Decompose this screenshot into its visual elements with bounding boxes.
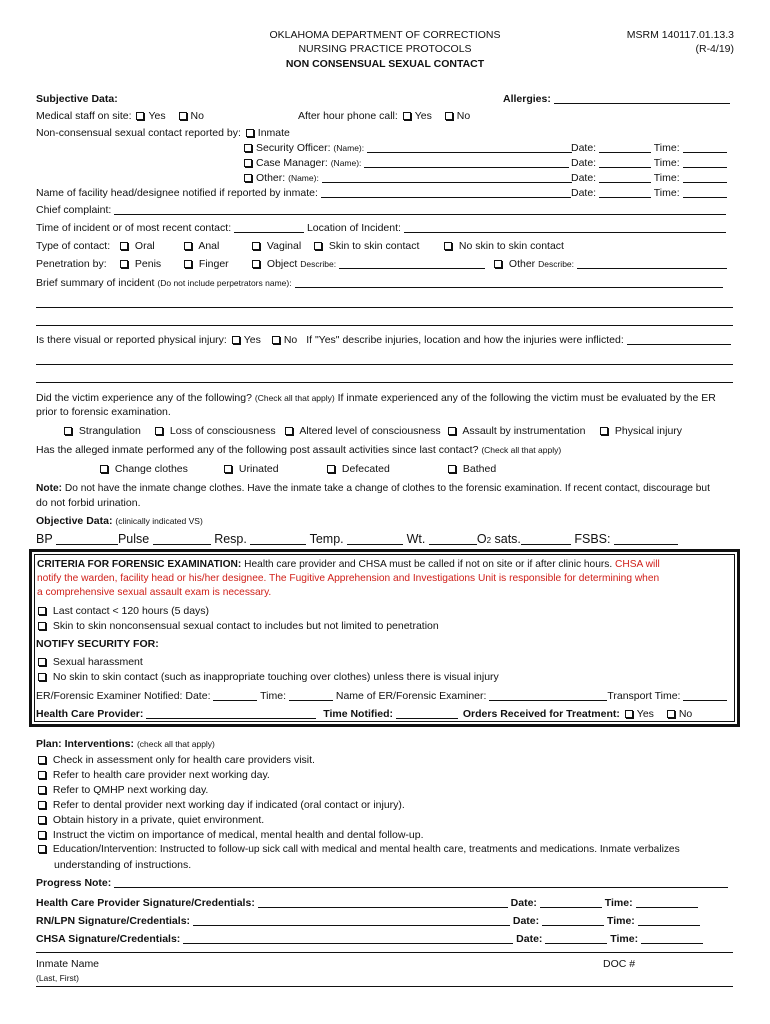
- checkbox[interactable]: [38, 673, 46, 681]
- facility-head-row: [36, 186, 571, 200]
- o2-label: sats.: [491, 532, 521, 546]
- option-label: Skin to skin contact: [328, 240, 420, 252]
- hcp-field[interactable]: [146, 707, 316, 719]
- time-of-incident-label: Time of incident or of most recent contact:: [36, 222, 232, 234]
- checkbox[interactable]: [444, 242, 452, 250]
- post-defecated: [325, 462, 390, 476]
- reported-by-row: [36, 126, 290, 140]
- option-label: Loss of consciousness: [169, 425, 276, 437]
- criteria-item-no-skin: [36, 670, 499, 684]
- checkbox[interactable]: [244, 159, 252, 167]
- time-of-incident-field[interactable]: [234, 221, 304, 233]
- time-of-incident-row: [36, 221, 726, 235]
- option-label: Penis: [134, 258, 162, 270]
- name-label: (Name):: [288, 173, 319, 183]
- check-all-note: (Check all that apply): [481, 445, 562, 455]
- progress-note-field[interactable]: [114, 876, 728, 888]
- bp-label: BP: [36, 532, 53, 546]
- time-field[interactable]: [638, 914, 700, 926]
- criteria-line1: [37, 558, 660, 572]
- allergies-field[interactable]: [503, 92, 730, 106]
- chief-complaint-field[interactable]: [114, 203, 726, 215]
- checkbox[interactable]: [246, 129, 254, 137]
- option-label: Oral: [134, 240, 155, 252]
- checkbox[interactable]: [285, 427, 293, 435]
- date-label: Date:: [571, 142, 597, 154]
- option-label: Vaginal: [266, 240, 302, 252]
- name-label: (Name):: [330, 158, 362, 168]
- transport-time-field[interactable]: [683, 689, 727, 701]
- medical-staff-row: [36, 109, 204, 123]
- checkbox[interactable]: [38, 816, 46, 824]
- checkbox[interactable]: [600, 427, 608, 435]
- rn-signature-field[interactable]: [193, 914, 510, 926]
- plan-heading: Plan: Interventions:: [36, 738, 135, 750]
- no-label: No: [456, 110, 471, 122]
- checkbox[interactable]: [100, 465, 108, 473]
- penetration-object: [250, 257, 485, 271]
- after-hour-label: After hour phone call:: [298, 110, 398, 122]
- victim-question-text: Did the victim experience any of the following?: [36, 392, 252, 404]
- er-name-label: Name of ER/Forensic Examiner:: [335, 690, 487, 702]
- plan-item-cont: understanding of instructions.: [54, 859, 192, 871]
- name-field[interactable]: [322, 171, 572, 183]
- checkbox[interactable]: [120, 260, 128, 268]
- resp-label: Resp.: [214, 532, 247, 546]
- er-date-field[interactable]: [213, 689, 257, 701]
- yes-label: Yes: [636, 708, 654, 720]
- checkbox[interactable]: [445, 112, 453, 120]
- location-label: Location of Incident:: [306, 222, 401, 234]
- criteria-red-line3: a comprehensive sexual assault exam is necessary.: [37, 587, 272, 598]
- checkbox[interactable]: [272, 336, 280, 344]
- describe-field[interactable]: [577, 257, 727, 269]
- plan-item: [36, 783, 208, 797]
- criteria-item-last-contact: [36, 604, 209, 618]
- option-label: No skin to skin contact (such as inappropriate touching over clothes) unless there is visual injury: [52, 671, 499, 683]
- other-row: [242, 171, 572, 185]
- header-line2: NURSING PRACTICE PROTOCOLS: [298, 43, 472, 55]
- wt-field[interactable]: [429, 532, 477, 545]
- symptom-physical-injury: [598, 424, 682, 438]
- checkbox[interactable]: [38, 607, 46, 615]
- pulse-label: Pulse: [117, 532, 150, 546]
- checkbox[interactable]: [179, 112, 187, 120]
- transport-time-label: Transport Time:: [607, 690, 681, 702]
- hcp-label: Health Care Provider:: [36, 708, 144, 720]
- pulse-field[interactable]: [153, 532, 211, 545]
- time-field[interactable]: [683, 141, 727, 153]
- checkbox[interactable]: [38, 756, 46, 764]
- criteria-text: Health care provider and CHSA must be called if not on site or if after clinic hours.: [241, 559, 613, 570]
- plan-item: [36, 768, 270, 782]
- blank-line[interactable]: [36, 382, 733, 383]
- blank-line[interactable]: [36, 325, 733, 326]
- last-first-label: (Last, First): [36, 973, 79, 983]
- time-label: Time:: [260, 690, 287, 702]
- time-label: Time:: [653, 187, 680, 199]
- option-label: Instruct the victim on importance of medical, mental health and dental follow-up.: [52, 829, 424, 841]
- yes-label: Yes: [148, 110, 166, 122]
- post-bathed: [446, 462, 496, 476]
- objective-row: [36, 514, 203, 528]
- plan-item: [36, 753, 315, 767]
- facility-head-field[interactable]: [321, 186, 571, 198]
- er-notified-row: [36, 689, 727, 703]
- form-code: MSRM 140117.01.13.3: [626, 29, 734, 41]
- checkbox[interactable]: [667, 710, 675, 718]
- checkbox[interactable]: [448, 465, 456, 473]
- security-officer-label: Security Officer:: [256, 142, 331, 154]
- er-notified-label: ER/Forensic Examiner Notified: Date:: [36, 690, 211, 702]
- option-label: Physical injury: [614, 425, 683, 437]
- contact-no-skin: [442, 239, 564, 253]
- chief-complaint-label: Chief complaint:: [36, 204, 112, 216]
- penetration-other: [492, 257, 727, 271]
- symptom-instrumentation: [446, 424, 586, 438]
- progress-note-row: [36, 876, 728, 890]
- victim-question: [36, 391, 716, 405]
- time-label: Time:: [653, 142, 680, 154]
- inmate-label: Inmate: [257, 127, 290, 139]
- note-cont: do not forbid urination.: [36, 497, 141, 509]
- plan-item: [36, 828, 424, 842]
- divider: [36, 986, 733, 987]
- o2-field[interactable]: [521, 532, 571, 545]
- progress-note-label: Progress Note:: [36, 877, 112, 889]
- date-label: Date:: [510, 897, 537, 909]
- location-field[interactable]: [404, 221, 726, 233]
- checkbox[interactable]: [252, 242, 260, 250]
- plan-item: [36, 843, 680, 857]
- notify-security-heading: NOTIFY SECURITY FOR:: [36, 638, 159, 650]
- orders-label: Orders Received for Treatment:: [462, 708, 620, 720]
- time-notified-field[interactable]: [396, 707, 458, 719]
- criteria-red-line2: notify the warden, facility head or his/her designee. The Fugitive Apprehension and Investigations Unit is responsible for determining when: [37, 573, 660, 584]
- option-label: Sexual harassment: [52, 656, 143, 668]
- symptom-altered: [283, 424, 441, 438]
- checkbox[interactable]: [252, 260, 260, 268]
- time-field[interactable]: [683, 186, 727, 198]
- option-label: Anal: [198, 240, 220, 252]
- injury-field[interactable]: [627, 333, 731, 345]
- chsa-signature-row: [36, 932, 703, 946]
- page-title: NON CONSENSUAL SEXUAL CONTACT: [285, 58, 485, 70]
- medical-staff-label: Medical staff on site:: [36, 110, 132, 122]
- checkbox[interactable]: [120, 242, 128, 250]
- o2-subscript: 2: [486, 536, 492, 545]
- date-time-row: [571, 171, 727, 185]
- inmate-name-label: Inmate Name: [36, 958, 100, 970]
- checkbox[interactable]: [184, 242, 192, 250]
- checkbox[interactable]: [244, 174, 252, 182]
- brief-summary-field[interactable]: [295, 276, 723, 288]
- describe-label: Describe:: [300, 259, 337, 269]
- case-manager-label: Case Manager:: [256, 157, 328, 169]
- option-label: Finger: [198, 258, 229, 270]
- option-label: No skin to skin contact: [458, 240, 564, 252]
- contact-skin: [312, 239, 419, 253]
- blank-line[interactable]: [36, 307, 733, 308]
- option-label: Refer to dental provider next working day if indicated (oral contact or injury).: [52, 799, 405, 811]
- injury-row: [36, 333, 731, 347]
- checkbox[interactable]: [184, 260, 192, 268]
- time-label: Time:: [653, 157, 680, 169]
- checkbox[interactable]: [314, 242, 322, 250]
- symptom-loss: [153, 424, 276, 438]
- checkbox[interactable]: [232, 336, 240, 344]
- facility-head-label: Name of facility head/designee notified if reported by inmate:: [36, 187, 318, 199]
- checkbox[interactable]: [448, 427, 456, 435]
- security-officer-row: [242, 141, 572, 155]
- plan-item: [36, 798, 405, 812]
- subjective-heading: Subjective Data:: [36, 93, 118, 105]
- date-field[interactable]: [599, 156, 651, 168]
- contact-oral: [118, 239, 155, 253]
- checkbox[interactable]: [38, 801, 46, 809]
- rn-signature-label: RN/LPN Signature/Credentials:: [36, 915, 191, 927]
- victim-question-text: If inmate experienced any of the following the victim must be evaluated by the ER: [337, 392, 716, 404]
- blank-line[interactable]: [36, 364, 733, 365]
- date-field[interactable]: [540, 896, 602, 908]
- yes-label: Yes: [243, 334, 261, 346]
- date-label: Date:: [571, 187, 597, 199]
- vital-signs-row: [36, 531, 678, 549]
- option-label: Object: [266, 258, 298, 270]
- type-of-contact-row: [36, 239, 110, 253]
- other-label: Other:: [256, 172, 286, 184]
- brief-summary-note: (Do not include perpetrators name):: [157, 278, 292, 288]
- checkbox[interactable]: [136, 112, 144, 120]
- criteria-heading: CRITERIA FOR FORENSIC EXAMINATION:: [37, 559, 242, 570]
- option-label: Refer to health care provider next working day.: [52, 769, 270, 781]
- penetration-penis: [118, 257, 161, 271]
- case-manager-row: [242, 156, 569, 170]
- date-field[interactable]: [599, 186, 651, 198]
- penetration-finger: [182, 257, 229, 271]
- hcp-signature-field[interactable]: [258, 896, 508, 908]
- time-notified-label: Time Notified:: [323, 708, 394, 720]
- victim-question-cont: prior to forensic examination.: [36, 406, 171, 418]
- no-label: No: [283, 334, 298, 346]
- date-time-row: [571, 156, 727, 170]
- time-label: Time:: [610, 933, 639, 945]
- checkbox[interactable]: [327, 465, 335, 473]
- resp-field[interactable]: [250, 532, 306, 545]
- date-label: Date:: [516, 933, 543, 945]
- note-label: Note:: [36, 483, 63, 494]
- reported-by-label: Non-consensual sexual contact reported by:: [36, 127, 241, 139]
- brief-summary-row: [36, 276, 723, 290]
- fsbs-field[interactable]: [614, 532, 678, 545]
- revision: (R-4/19): [695, 43, 734, 55]
- wt-label: Wt.: [406, 532, 426, 546]
- er-name-field[interactable]: [489, 689, 607, 701]
- hcp-signature-label: Health Care Provider Signature/Credentials:: [36, 897, 255, 909]
- checkbox[interactable]: [38, 622, 46, 630]
- option-label: Education/Intervention: Instructed to follow-up sick call with medical and mental health care, treatments and medications. Inmate verbalizes: [52, 844, 680, 855]
- contact-anal: [182, 239, 219, 253]
- plan-heading-row: [36, 737, 215, 751]
- note-row: [36, 482, 710, 496]
- option-label: Defecated: [341, 463, 390, 475]
- o2-label: O: [476, 532, 487, 546]
- time-field[interactable]: [683, 171, 727, 183]
- describe-field[interactable]: [339, 257, 485, 269]
- option-label: Check in assessment only for health care providers visit.: [52, 754, 315, 766]
- time-field[interactable]: [641, 932, 703, 944]
- note-text: Do not have the inmate change clothes. Have the inmate take a change of clothes to the forensic examination. If recent contact, discourage but: [64, 483, 710, 494]
- describe-label: Describe:: [538, 259, 575, 269]
- plan-item: [36, 813, 264, 827]
- post-assault-question: [36, 443, 561, 457]
- checkbox[interactable]: [244, 144, 252, 152]
- date-label: Date:: [571, 172, 597, 184]
- date-time-row: [571, 186, 727, 200]
- bp-field[interactable]: [56, 532, 118, 545]
- symptom-strangulation: [62, 424, 141, 438]
- fsbs-label: FSBS:: [574, 532, 611, 546]
- name-label: (Name):: [333, 143, 365, 153]
- checkbox[interactable]: [155, 427, 163, 435]
- option-label: Refer to QMHP next working day.: [52, 784, 209, 796]
- option-label: Bathed: [462, 463, 497, 475]
- hcp-signature-row: [36, 896, 698, 910]
- checkbox[interactable]: [625, 710, 633, 718]
- checkbox[interactable]: [38, 845, 46, 853]
- time-label: Time:: [604, 897, 633, 909]
- checkbox[interactable]: [224, 465, 232, 473]
- date-field[interactable]: [545, 932, 607, 944]
- option-label: Altered level of consciousness: [299, 425, 441, 437]
- checkbox[interactable]: [403, 112, 411, 120]
- date-field[interactable]: [599, 171, 651, 183]
- rn-signature-row: [36, 914, 700, 928]
- hcp-row: [36, 707, 692, 721]
- no-label: No: [678, 708, 693, 720]
- criteria-item-skin: [36, 619, 439, 633]
- contact-vaginal: [250, 239, 301, 253]
- post-assault-text: Has the alleged inmate performed any of the following post assault activities since last contact?: [36, 444, 479, 456]
- name-field[interactable]: [367, 141, 572, 153]
- name-field[interactable]: [364, 156, 569, 168]
- criteria-red-text: CHSA will: [612, 559, 660, 570]
- checkbox[interactable]: [38, 771, 46, 779]
- date-time-row: [571, 141, 727, 155]
- time-label: Time:: [606, 915, 635, 927]
- brief-summary-label: Brief summary of incident: [36, 277, 155, 289]
- after-hour-row: [298, 109, 470, 123]
- option-label: Strangulation: [78, 425, 141, 437]
- post-change-clothes: [98, 462, 188, 476]
- header-line1: OKLAHOMA DEPARTMENT OF CORRECTIONS: [269, 29, 501, 41]
- date-label: Date:: [571, 157, 597, 169]
- option-label: Skin to skin nonconsensual sexual contact to includes but not limited to penetration: [52, 620, 439, 632]
- time-field[interactable]: [636, 896, 698, 908]
- chsa-signature-field[interactable]: [183, 932, 513, 944]
- checkbox[interactable]: [494, 260, 502, 268]
- option-label: Other: [508, 258, 536, 270]
- date-field[interactable]: [542, 914, 604, 926]
- option-label: Change clothes: [114, 463, 188, 475]
- time-label: Time:: [653, 172, 680, 184]
- no-label: No: [190, 110, 204, 122]
- checkbox[interactable]: [38, 658, 46, 666]
- objective-heading: Objective Data:: [36, 515, 113, 527]
- date-label: Date:: [512, 915, 540, 927]
- objective-sub: (clinically indicated VS): [115, 516, 203, 526]
- option-label: Last contact < 120 hours (5 days): [52, 605, 210, 617]
- allergies-label: Allergies:: [503, 93, 551, 105]
- time-field[interactable]: [683, 156, 727, 168]
- post-urinated: [222, 462, 279, 476]
- date-field[interactable]: [599, 141, 651, 153]
- criteria-item-harassment: [36, 655, 143, 669]
- type-of-contact-label: Type of contact:: [36, 240, 111, 252]
- temp-field[interactable]: [347, 532, 403, 545]
- penetration-label: Penetration by:: [36, 258, 107, 270]
- check-all-note: (Check all that apply): [254, 393, 335, 403]
- chief-complaint-row: [36, 203, 726, 217]
- option-label: Urinated: [238, 463, 279, 475]
- doc-number-label: DOC #: [603, 958, 636, 970]
- option-label: Obtain history in a private, quiet environment.: [52, 814, 265, 826]
- injury-question: Is there visual or reported physical injury:: [36, 334, 227, 346]
- checkbox[interactable]: [38, 786, 46, 794]
- er-time-field[interactable]: [289, 689, 333, 701]
- plan-sub: (check all that apply): [136, 739, 215, 749]
- option-label: Assault by instrumentation: [462, 425, 586, 437]
- checkbox[interactable]: [64, 427, 72, 435]
- divider: [36, 952, 733, 953]
- chsa-signature-label: CHSA Signature/Credentials:: [36, 933, 181, 945]
- injury-describe-label: If "Yes" describe injuries, location and how the injuries were inflicted:: [306, 334, 624, 346]
- yes-label: Yes: [414, 110, 432, 122]
- temp-label: Temp.: [309, 532, 344, 546]
- checkbox[interactable]: [38, 831, 46, 839]
